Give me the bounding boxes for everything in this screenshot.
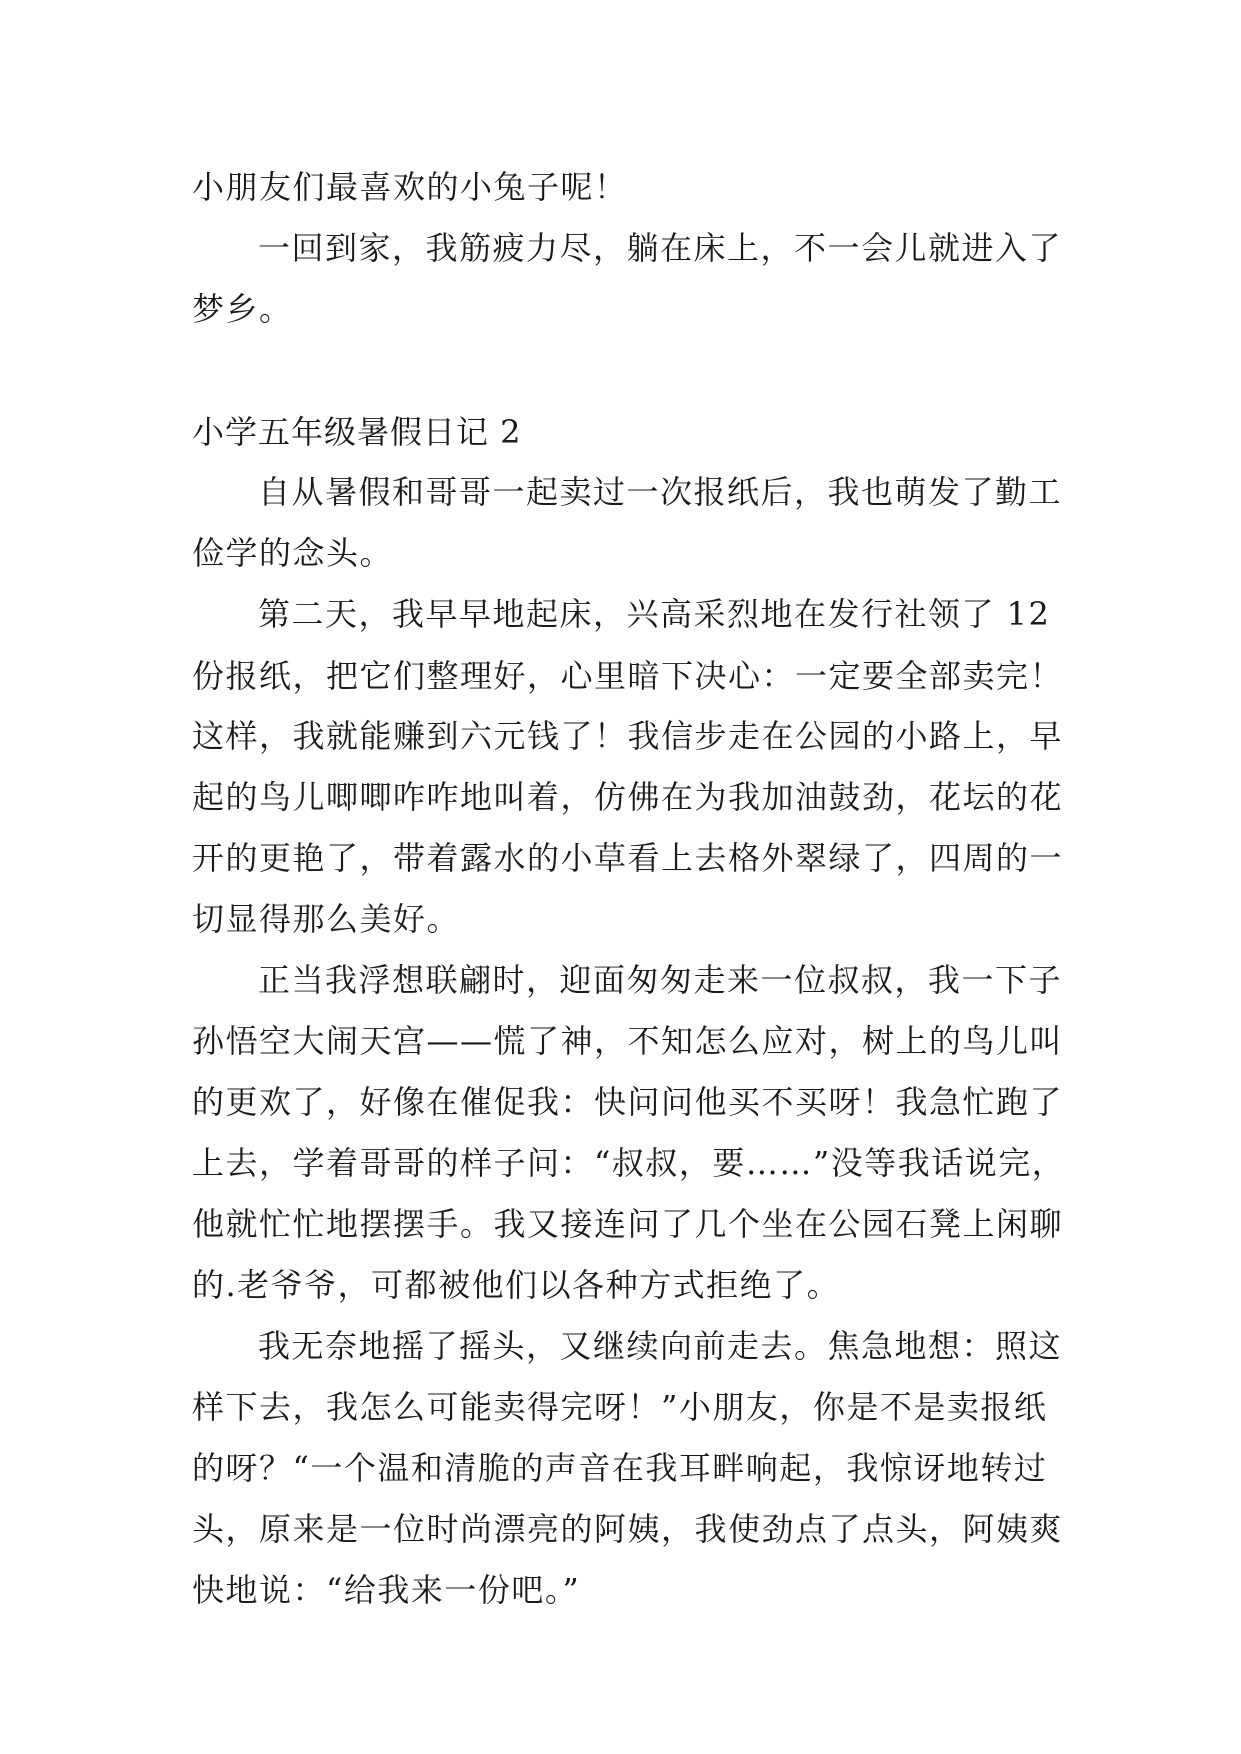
text-line: 上去，学着哥哥的样子问：“叔叔，要……”没等我话说完， bbox=[192, 1144, 1066, 1182]
text-line: 样下去，我怎么可能卖得完呀！”小朋友，你是不是卖报纸 bbox=[192, 1388, 1048, 1426]
text-line: 他就忙忙地摆摆手。我又接连问了几个坐在公园石凳上闲聊 bbox=[192, 1205, 1064, 1243]
text-line: 开的更艳了，带着露水的小草看上去格外翠绿了，四周的一 bbox=[192, 839, 1064, 877]
text-line: 的.老爷爷，可都被他们以各种方式拒绝了。 bbox=[192, 1266, 841, 1304]
diary-title: 小学五年级暑假日记 2 bbox=[192, 413, 522, 451]
text-line: 的呀？“一个温和清脆的声音在我耳畔响起，我惊讶地转过 bbox=[192, 1449, 1048, 1487]
paragraph-first-line: 自从暑假和哥哥一起卖过一次报纸后，我也萌发了勤工 bbox=[258, 473, 1063, 511]
text-line: 切显得那么美好。 bbox=[192, 900, 461, 938]
text-line: 的更欢了，好像在催促我：快问问他买不买呀！我急忙跑了 bbox=[192, 1083, 1064, 1121]
text-line: 快地说：“给我来一份吧。” bbox=[192, 1571, 581, 1609]
text-line: 梦乡。 bbox=[192, 290, 293, 328]
paragraph-first-line: 一回到家，我筋疲力尽，躺在床上，不一会儿就进入了 bbox=[258, 229, 1063, 267]
text-line: 份报纸，把它们整理好，心里暗下决心：一定要全部卖完！ bbox=[192, 657, 1064, 695]
text-line: 起的鸟儿唧唧咋咋地叫着，仿佛在为我加油鼓劲，花坛的花 bbox=[192, 778, 1064, 816]
text-line: 俭学的念头。 bbox=[192, 534, 394, 572]
text-line: 孙悟空大闹天宫——慌了神，不知怎么应对，树上的鸟儿叫 bbox=[192, 1022, 1064, 1060]
paragraph-first-line: 正当我浮想联翩时，迎面匆匆走来一位叔叔，我一下子 bbox=[258, 961, 1063, 999]
text-line: 小朋友们最喜欢的小兔子呢！ bbox=[192, 168, 628, 206]
text-line: 头，原来是一位时尚漂亮的阿姨，我使劲点了点头，阿姨爽 bbox=[192, 1510, 1064, 1548]
paragraph-first-line: 第二天，我早早地起床，兴高采烈地在发行社领了 12 bbox=[258, 595, 1051, 633]
text-line: 这样，我就能赚到六元钱了！我信步走在公园的小路上，早 bbox=[192, 717, 1064, 755]
paragraph-first-line: 我无奈地摇了摇头，又继续向前走去。焦急地想：照这 bbox=[258, 1327, 1063, 1365]
